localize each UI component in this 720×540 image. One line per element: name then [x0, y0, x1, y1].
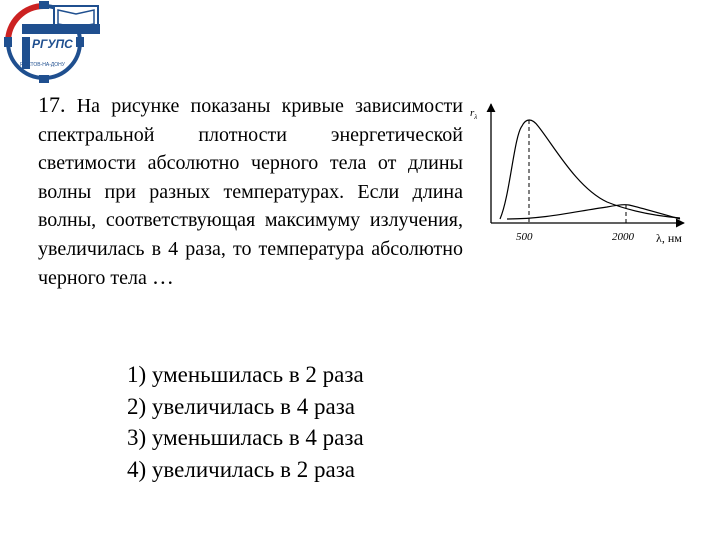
x-axis-label: λ, нм	[656, 231, 682, 245]
curve-high-temperature	[500, 120, 680, 219]
y-axis-label: $r_\lambda$	[470, 107, 478, 121]
university-logo	[2, 0, 112, 88]
question-text: На рисунке показаны кривые зависимости спектральной плотности энергетической светимости абсолютно черного тела от длины волны при разных температурах. Если длина волны, соответствующая максимуму излучения, увеличилась в 4 раза, то температура абсолютно черного тела	[38, 95, 463, 289]
answer-option-4[interactable]: 4) увеличилась в 2 раза	[127, 456, 356, 482]
x-tick-500: 500	[516, 231, 533, 243]
x-tick-2000: 2000	[612, 231, 634, 243]
answer-option-3[interactable]: 3) уменьшилась в 4 раза	[127, 425, 364, 450]
curve-low-temperature	[507, 205, 680, 219]
answer-option-2[interactable]: 2) увеличилась в 4 раза	[127, 393, 356, 419]
answer-option-1[interactable]: 1) уменьшилась в 2 раза	[127, 362, 364, 387]
answer-options	[127, 359, 364, 485]
radiation-chart	[462, 96, 702, 256]
question-number: 17.	[38, 92, 66, 117]
question-block	[38, 91, 463, 293]
question-ellipsis: …	[151, 264, 174, 289]
logo-text: РГУПС	[32, 37, 73, 51]
logo-subtext: РОСТОВ-НА-ДОНУ	[20, 62, 65, 68]
